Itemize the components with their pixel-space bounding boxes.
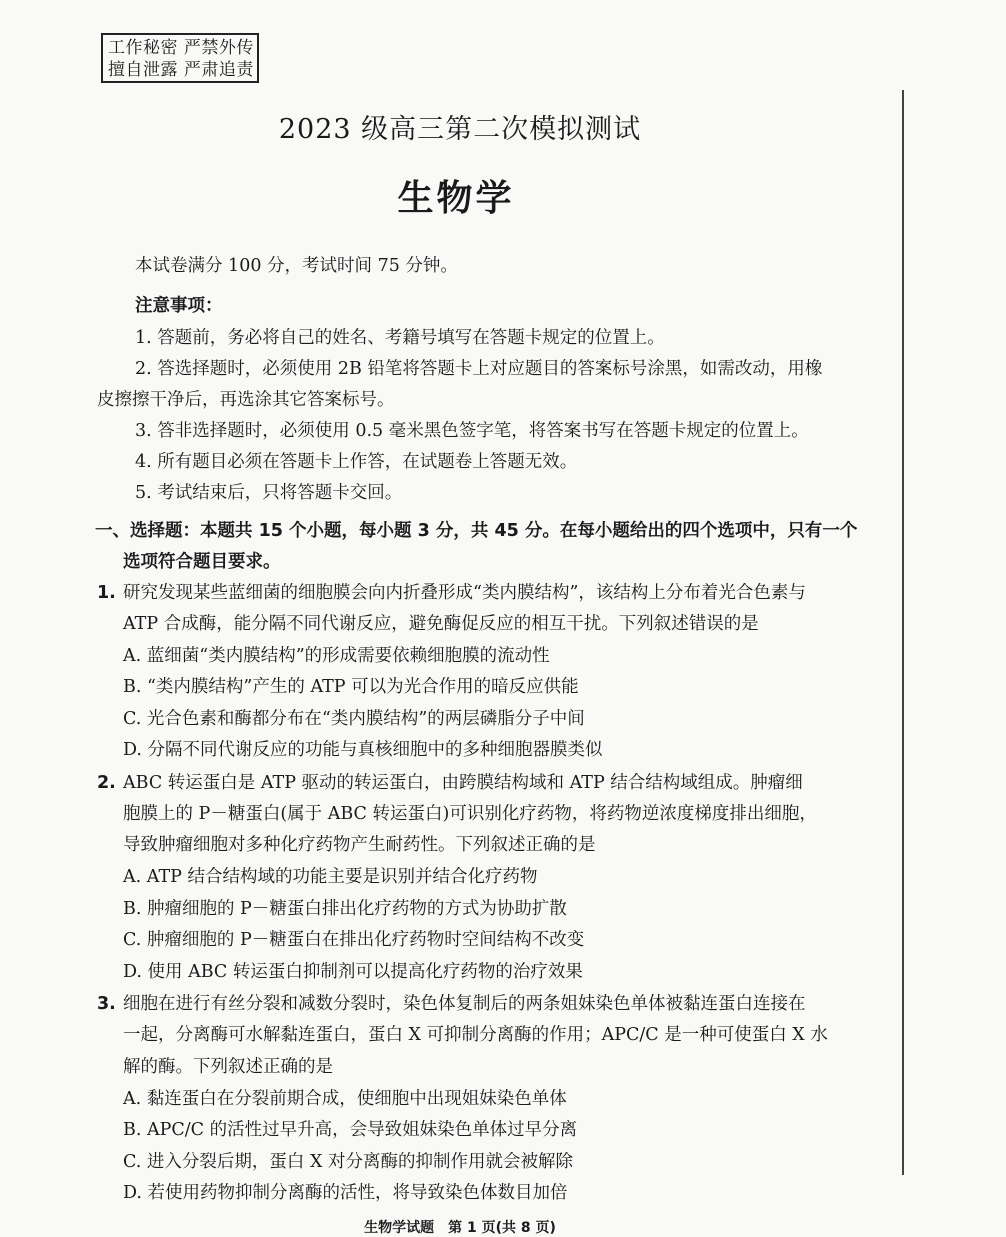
question-stem: 一起，分离酶可水解黏连蛋白，蛋白 X 可抑制分离酶的作用；APC/C 是一种可使蛋白 X 水 (123, 1025, 828, 1045)
question-number: 2. (97, 773, 116, 793)
option-c: C. 光合色素和酶都分布在“类内膜结构”的两层磷脂分子中间 (123, 709, 585, 729)
notice-item: 3. 答非选择题时，必须使用 0.5 毫米黑色签字笔，将答案书写在答题卡规定的位置上。 (135, 421, 809, 441)
notice-item: 2. 答选择题时，必须使用 2B 铅笔将答题卡上对应题目的答案标号涂黑，如需改动，用橡 (135, 359, 823, 379)
question-stem: 研究发现某些蓝细菌的细胞膜会向内折叠形成“类内膜结构”，该结构上分布着光合色素与 (123, 583, 806, 603)
section-heading-cont: 选项符合题目要求。 (123, 552, 281, 572)
notice-item: 5. 考试结束后，只将答题卡交回。 (135, 483, 403, 503)
question-stem: 导致肿瘤细胞对多种化疗药物产生耐药性。下列叙述正确的是 (123, 835, 596, 855)
option-c: C. 肿瘤细胞的 P－糖蛋白在排出化疗药物时空间结构不改变 (123, 930, 585, 950)
question-stem: 解的酶。下列叙述正确的是 (123, 1057, 333, 1077)
intro-text: 本试卷满分 100 分，考试时间 75 分钟。 (135, 256, 458, 276)
option-c: C. 进入分裂后期，蛋白 X 对分离酶的抑制作用就会被解除 (123, 1152, 573, 1172)
page-footer: 生物学试题 第 1 页(共 8 页) (364, 1220, 556, 1236)
binding-line (902, 90, 904, 1175)
option-b: B. “类内膜结构”产生的 ATP 可以为光合作用的暗反应供能 (123, 677, 579, 697)
option-a: A. 黏连蛋白在分裂前期合成，使细胞中出现姐妹染色单体 (123, 1089, 567, 1109)
stamp-line-2: 擅自泄露 严肃追责 (108, 60, 254, 80)
option-a: A. ATP 结合结构域的功能主要是识别并结合化疗药物 (123, 867, 538, 887)
question-stem: ABC 转运蛋白是 ATP 驱动的转运蛋白，由跨膜结构域和 ATP 结合结构域组成。肿瘤细 (123, 773, 803, 793)
question-stem: 细胞在进行有丝分裂和减数分裂时，染色体复制后的两条姐妹染色单体被黏连蛋白连接在 (123, 994, 806, 1014)
question-number: 1. (97, 583, 116, 603)
confidential-stamp (101, 33, 259, 83)
stamp-line-1: 工作秘密 严禁外传 (108, 38, 254, 58)
notice-item: 皮擦擦干净后，再选涂其它答案标号。 (97, 390, 395, 410)
section-heading: 一、选择题：本题共 15 个小题，每小题 3 分，共 45 分。在每小题给出的四个选项中，只有一个 (95, 521, 858, 541)
notice-item: 4. 所有题目必须在答题卡上作答，在试题卷上答题无效。 (135, 452, 578, 472)
option-d: D. 分隔不同代谢反应的功能与真核细胞中的多种细胞器膜类似 (123, 740, 603, 760)
question-number: 3. (97, 994, 116, 1014)
subject-title: 生物学 (397, 178, 515, 219)
exam-title: 2023 级高三第二次模拟测试 (278, 114, 642, 145)
option-a: A. 蓝细菌“类内膜结构”的形成需要依赖细胞膜的流动性 (123, 646, 550, 666)
option-b: B. APC/C 的活性过早升高，会导致姐妹染色单体过早分离 (123, 1120, 578, 1140)
option-b: B. 肿瘤细胞的 P－糖蛋白排出化疗药物的方式为协助扩散 (123, 899, 567, 919)
option-d: D. 使用 ABC 转运蛋白抑制剂可以提高化疗药物的治疗效果 (123, 962, 583, 982)
notice-heading: 注意事项： (135, 296, 223, 316)
notice-item: 1. 答题前，务必将自己的姓名、考籍号填写在答题卡规定的位置上。 (135, 328, 665, 348)
question-stem: 胞膜上的 P－糖蛋白(属于 ABC 转运蛋白)可识别化疗药物，将药物逆浓度梯度排出细胞， (123, 804, 817, 824)
option-d: D. 若使用药物抑制分离酶的活性，将导致染色体数目加倍 (123, 1183, 568, 1203)
question-stem: ATP 合成酶，能分隔不同代谢反应，避免酶促反应的相互干扰。下列叙述错误的是 (123, 614, 759, 634)
